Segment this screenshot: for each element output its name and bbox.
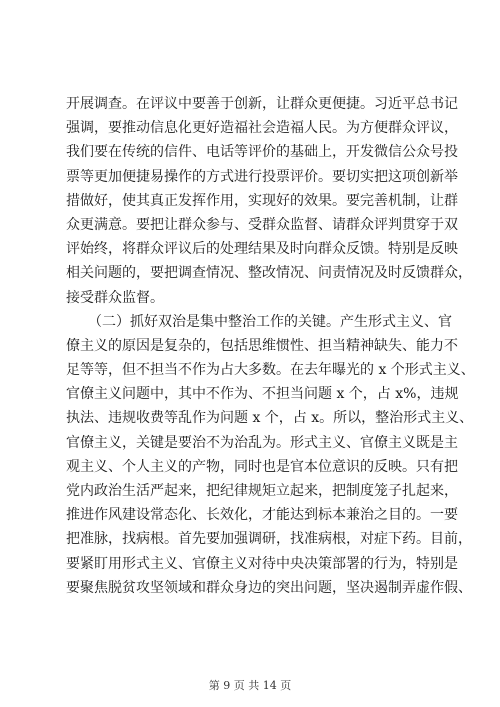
text-line: 要聚焦脱贫攻坚领域和群众身边的突出问题，坚决遏制弄虚作假、 [66, 579, 472, 596]
paragraph-1 [66, 92, 472, 310]
text-line: 要紧盯用形式主义、官僚主义对待中央决策部署的行为，特别是 [66, 555, 458, 572]
text-line: 强调，要推动信息化更好造福社会造福人民。为方便群众评议， [66, 120, 458, 137]
text-line: 官僚主义，关键是要治不为治乱为。形式主义、官僚主义既是主 [66, 434, 458, 451]
text-line: （二）抓好双治是集中整治工作的关键。产生形式主义、官 [88, 313, 452, 330]
text-line: 官僚主义问题中，其中不作为、不担当问题 x 个，占 x%，违规 [66, 386, 459, 403]
text-line: 僚主义的原因是复杂的，包括思维惯性、担当精神缺失、能力不 [66, 337, 458, 354]
text-line: 把准脉，找病根。首先要加强调研，找准病根，对症下药。目前， [66, 531, 472, 548]
text-line: 措做好，使其真正发挥作用，实现好的效果。要完善机制，让群 [66, 192, 458, 209]
text-line: 党内政治生活严起来，把纪律规矩立起来，把制度笼子扎起来， [66, 483, 458, 499]
document-body [66, 92, 475, 600]
text-line: 观主义、个人主义的产物，同时也是官本位意识的反映。只有把 [66, 458, 458, 475]
text-line: 足等等，但不担当不作为占大多数。在去年曝光的 x 个形式主义、 [66, 362, 475, 379]
text-line: 相关问题的，要把调查情况、整改情况、问责情况及时反馈群众， [66, 265, 472, 282]
text-line: 开展调查。在评议中要善于创新，让群众更便捷。习近平总书记 [66, 96, 458, 112]
paragraph-2 [66, 310, 475, 600]
text-line: 推进作风建设常态化、长效化，才能达到标本兼治之目的。一要 [66, 507, 458, 524]
text-line: 执法、违规收费等乱作为问题 x 个，占 x。所以，整治形式主义、 [66, 410, 474, 427]
text-line: 接受群众监督。 [66, 289, 164, 306]
text-line: 评始终，将群众评议后的处理结果及时向群众反馈。特别是反映 [66, 241, 458, 258]
text-line: 票等更加便捷易操作的方式进行投票评价。要切实把这项创新举 [66, 168, 458, 185]
text-line: 众更满意。要把让群众参与、受群众监督、请群众评判贯穿于双 [66, 216, 458, 233]
text-line: 我们要在传统的信件、电话等评价的基础上，开发微信公众号投 [66, 144, 458, 161]
page-footer: 第 9 页 共 14 页 [208, 679, 292, 692]
